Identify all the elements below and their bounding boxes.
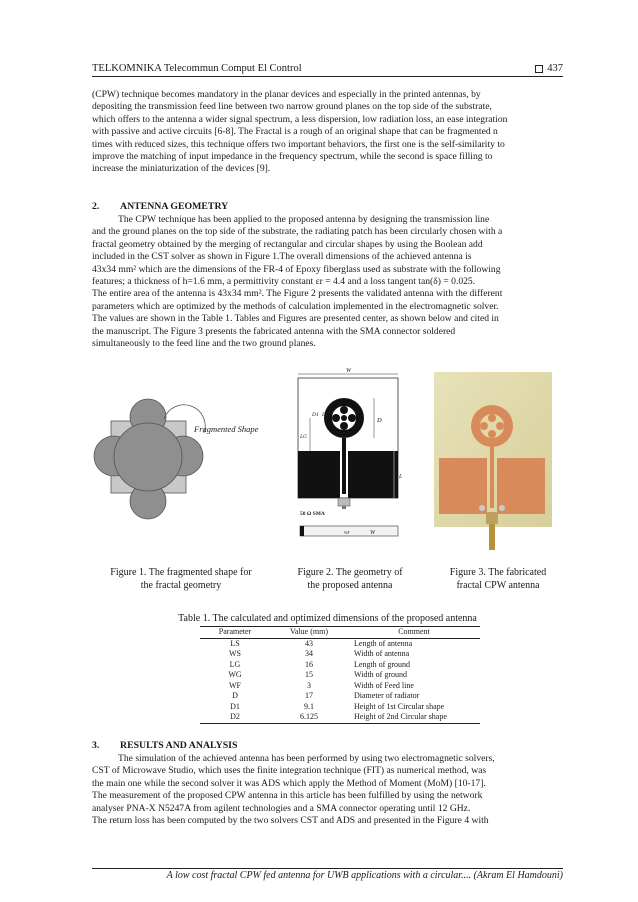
footer-rule [92,868,563,869]
fig1-circle-center [114,423,182,491]
page-number: 437 [547,63,563,74]
text-line: fractal geometry obtained by the merging of rectangular and circular shapes by using the Boolean add [92,238,483,250]
label-d1: D1 [312,412,319,418]
sma-pin [342,506,346,509]
ground-left [298,451,340,498]
table-cell: 34 [305,649,313,658]
photo-lobe [488,430,496,438]
photo-sma-body [486,512,498,524]
photo-lobe [488,414,496,422]
header-rule [92,76,563,77]
figure3-caption [430,566,566,592]
text-line: depositing the transmission feed line between two narrow ground planes on the top side of the substrate, [92,101,492,113]
caption-line: the fractal geometry [140,580,222,591]
sma-connector [338,498,350,506]
column-header: Comment [348,627,480,639]
table-cell: LS [230,638,240,648]
photo-ground-right [497,458,545,514]
text-line: The values are shown in the Table 1. Tables and Figures are presented center, as shown below and cited in [92,313,499,325]
figure1-caption [92,566,270,592]
caption-line: the proposed antenna [307,580,393,591]
table-row [200,681,480,692]
journal-name: TELKOMNIKA Telecommun Comput El Control [92,63,302,74]
table-row [200,712,480,723]
fig1-label: Fragmented Shape [194,424,259,434]
radiator-lobe [340,406,348,414]
table-cell: WF [229,680,241,690]
label-d: D [377,417,382,424]
text-line: times with reduced sizes, this technique offers two important behaviors, the first one is the self-similarity to [92,138,505,150]
section3-paragraph [92,753,563,827]
photo-solder [499,505,505,511]
header-right [535,63,563,74]
text-line: with passive and active circuits [6-8]. The Fractal is a rough of an original shape that can be fragmented n [92,126,498,138]
photo-lobe [496,422,504,430]
text-line: the main one while the second solver it was ADS which apply the Method of Moment (MoM) [10-17]. [92,777,486,789]
table-row [200,670,480,681]
table-cell: Width of Feed line [354,680,414,690]
text-line: increase the miniaturization of the devices [9]. [92,163,271,175]
table-cell: 15 [305,670,313,679]
text-line: improve the matching of input impedance in the frequency spectrum, while the second is space filling to [92,151,493,163]
table-cell: LG [229,659,241,669]
radiator-lobe [340,422,348,430]
text-line: features; a thickness of h=1.6 mm, a permittivity constant εr = 4.4 and a loss tangent tan(δ) = 0.025. [92,276,476,288]
section-number: 2. [92,201,100,212]
text-line: parameters which are optimized by the methods of calculation implemented in the electromagnetic solver. [92,300,499,312]
text-line: simultaneously to the feed line and the two ground planes. [92,338,316,350]
caption-line: fractal CPW antenna [456,580,540,591]
table-cell: D2 [200,712,270,723]
table-cell: D1 [230,701,240,711]
photo-sma-barrel [489,524,495,550]
figure1-fragmented-shape [86,393,272,543]
table-cell: 6.125 [270,712,348,723]
feed-line [342,438,346,494]
photo-feed-line [490,446,494,508]
label-w-bottom: W [370,530,375,536]
caption-line: Figure 1. The fragmented shape for [110,567,252,578]
table-header-row [200,627,480,639]
table-cell: WG [228,670,242,679]
text-line: (CPW) technique becomes mandatory in the planar devices and especially in the printed antennas, by [92,89,481,100]
table-cell: 9.1 [304,701,314,711]
table-cell: Diameter of radiator [354,691,420,700]
figure2-caption [276,566,424,592]
label-lg: LG [300,434,308,440]
text-line: analyser PNA-X N5247A from agilent technologies and a SMA connector operating until 12 GHz. [92,802,471,814]
table-cell: Width of antenna [354,649,410,658]
table-cell: WS [229,649,241,658]
running-header [92,58,563,74]
table-cell: Length of ground [354,659,410,669]
text-line: The entire area of the antenna is 43x34 mm². The Figure 2 presents the validated antenna with the different [92,288,503,300]
running-footer: A low cost fractal CPW fed antenna for UWB applications with a circular.... (Akram El Hamdouni) [166,870,563,881]
table-cell: Height of 1st Circular shape [354,701,445,711]
section2-paragraph [92,214,563,350]
table-row [200,702,480,713]
table1-parameters [200,626,480,724]
radiator-lobe [332,414,340,422]
label-sma: 50 Ω SMA [300,511,325,517]
section-title: ANTENNA GEOMETRY [120,201,229,212]
text-line: the manuscript. The Figure 3 presents the fabricated antenna with the SMA connector soldered [92,325,456,337]
text-line: which offers to the antenna a wider signal spectrum, a less dispersion, low radiation loss, an ease integration [92,113,508,125]
photo-lobe [480,422,488,430]
table-cell: 3 [307,680,311,690]
label-w-top: W [346,368,351,374]
section-number: 3. [92,740,100,751]
table-row [200,660,480,671]
text-line: CST of Microwave Studio, which uses the finite integration technique (FIT) as numerical method, was [92,765,487,777]
table-cell: Width of ground [354,670,408,679]
ground-right [348,451,398,498]
label-wf: WF [344,530,350,535]
column-header: Value (mm) [270,627,348,639]
square-bullet-icon [535,65,543,73]
text-line: The measurement of the proposed CPW antenna in this article has been fulfilled by using the network [92,790,483,802]
figure2-antenna-geometry [286,366,416,546]
table-cell: 16 [305,659,313,669]
table-row [200,638,480,649]
table1-caption: Table 1. The calculated and optimized dimensions of the proposed antenna [178,613,477,624]
label-d2: D2 [322,412,329,418]
side-view-edge [300,526,304,536]
table-cell: 43 [305,638,313,648]
radiator-center [341,415,347,421]
text-line: The return loss has been computed by the two solvers CST and ADS and presented in the Figure 4 with [92,815,489,827]
intro-paragraph [92,89,563,176]
table-cell: D [232,691,238,700]
text-line: included in the CST solver as shown in Figure 1.The overall dimensions of the achieved antenna is [92,251,472,263]
table-cell: 17 [305,691,313,700]
caption-line: Figure 2. The geometry of [297,567,403,578]
table-row [200,649,480,660]
caption-line: Figure 3. The fabricated [449,567,547,578]
figure3-fabricated-antenna-photo [434,372,552,552]
text-line: The CPW technique has been applied to the proposed antenna by designing the transmission line [118,214,490,225]
table-cell: Height of 2nd Circular shape [348,712,480,723]
column-header: Parameter [200,627,270,639]
photo-solder [479,505,485,511]
section-title: RESULTS AND ANALYSIS [120,740,238,751]
photo-ground-left [439,458,487,514]
radiator-lobe [348,414,356,422]
text-line: The simulation of the achieved antenna has been performed by using two electromagnetic solvers, [118,753,495,764]
label-l: L [399,474,403,480]
table-cell: Length of antenna [354,638,413,648]
text-line: 43x34 mm² which are the dimensions of the FR-4 of Epoxy fiberglass used as substrate with the following [92,263,501,275]
text-line: and the ground planes on the top side of the substrate, the radiating patch has been circularly chosen with a [92,226,503,238]
table-row [200,691,480,702]
